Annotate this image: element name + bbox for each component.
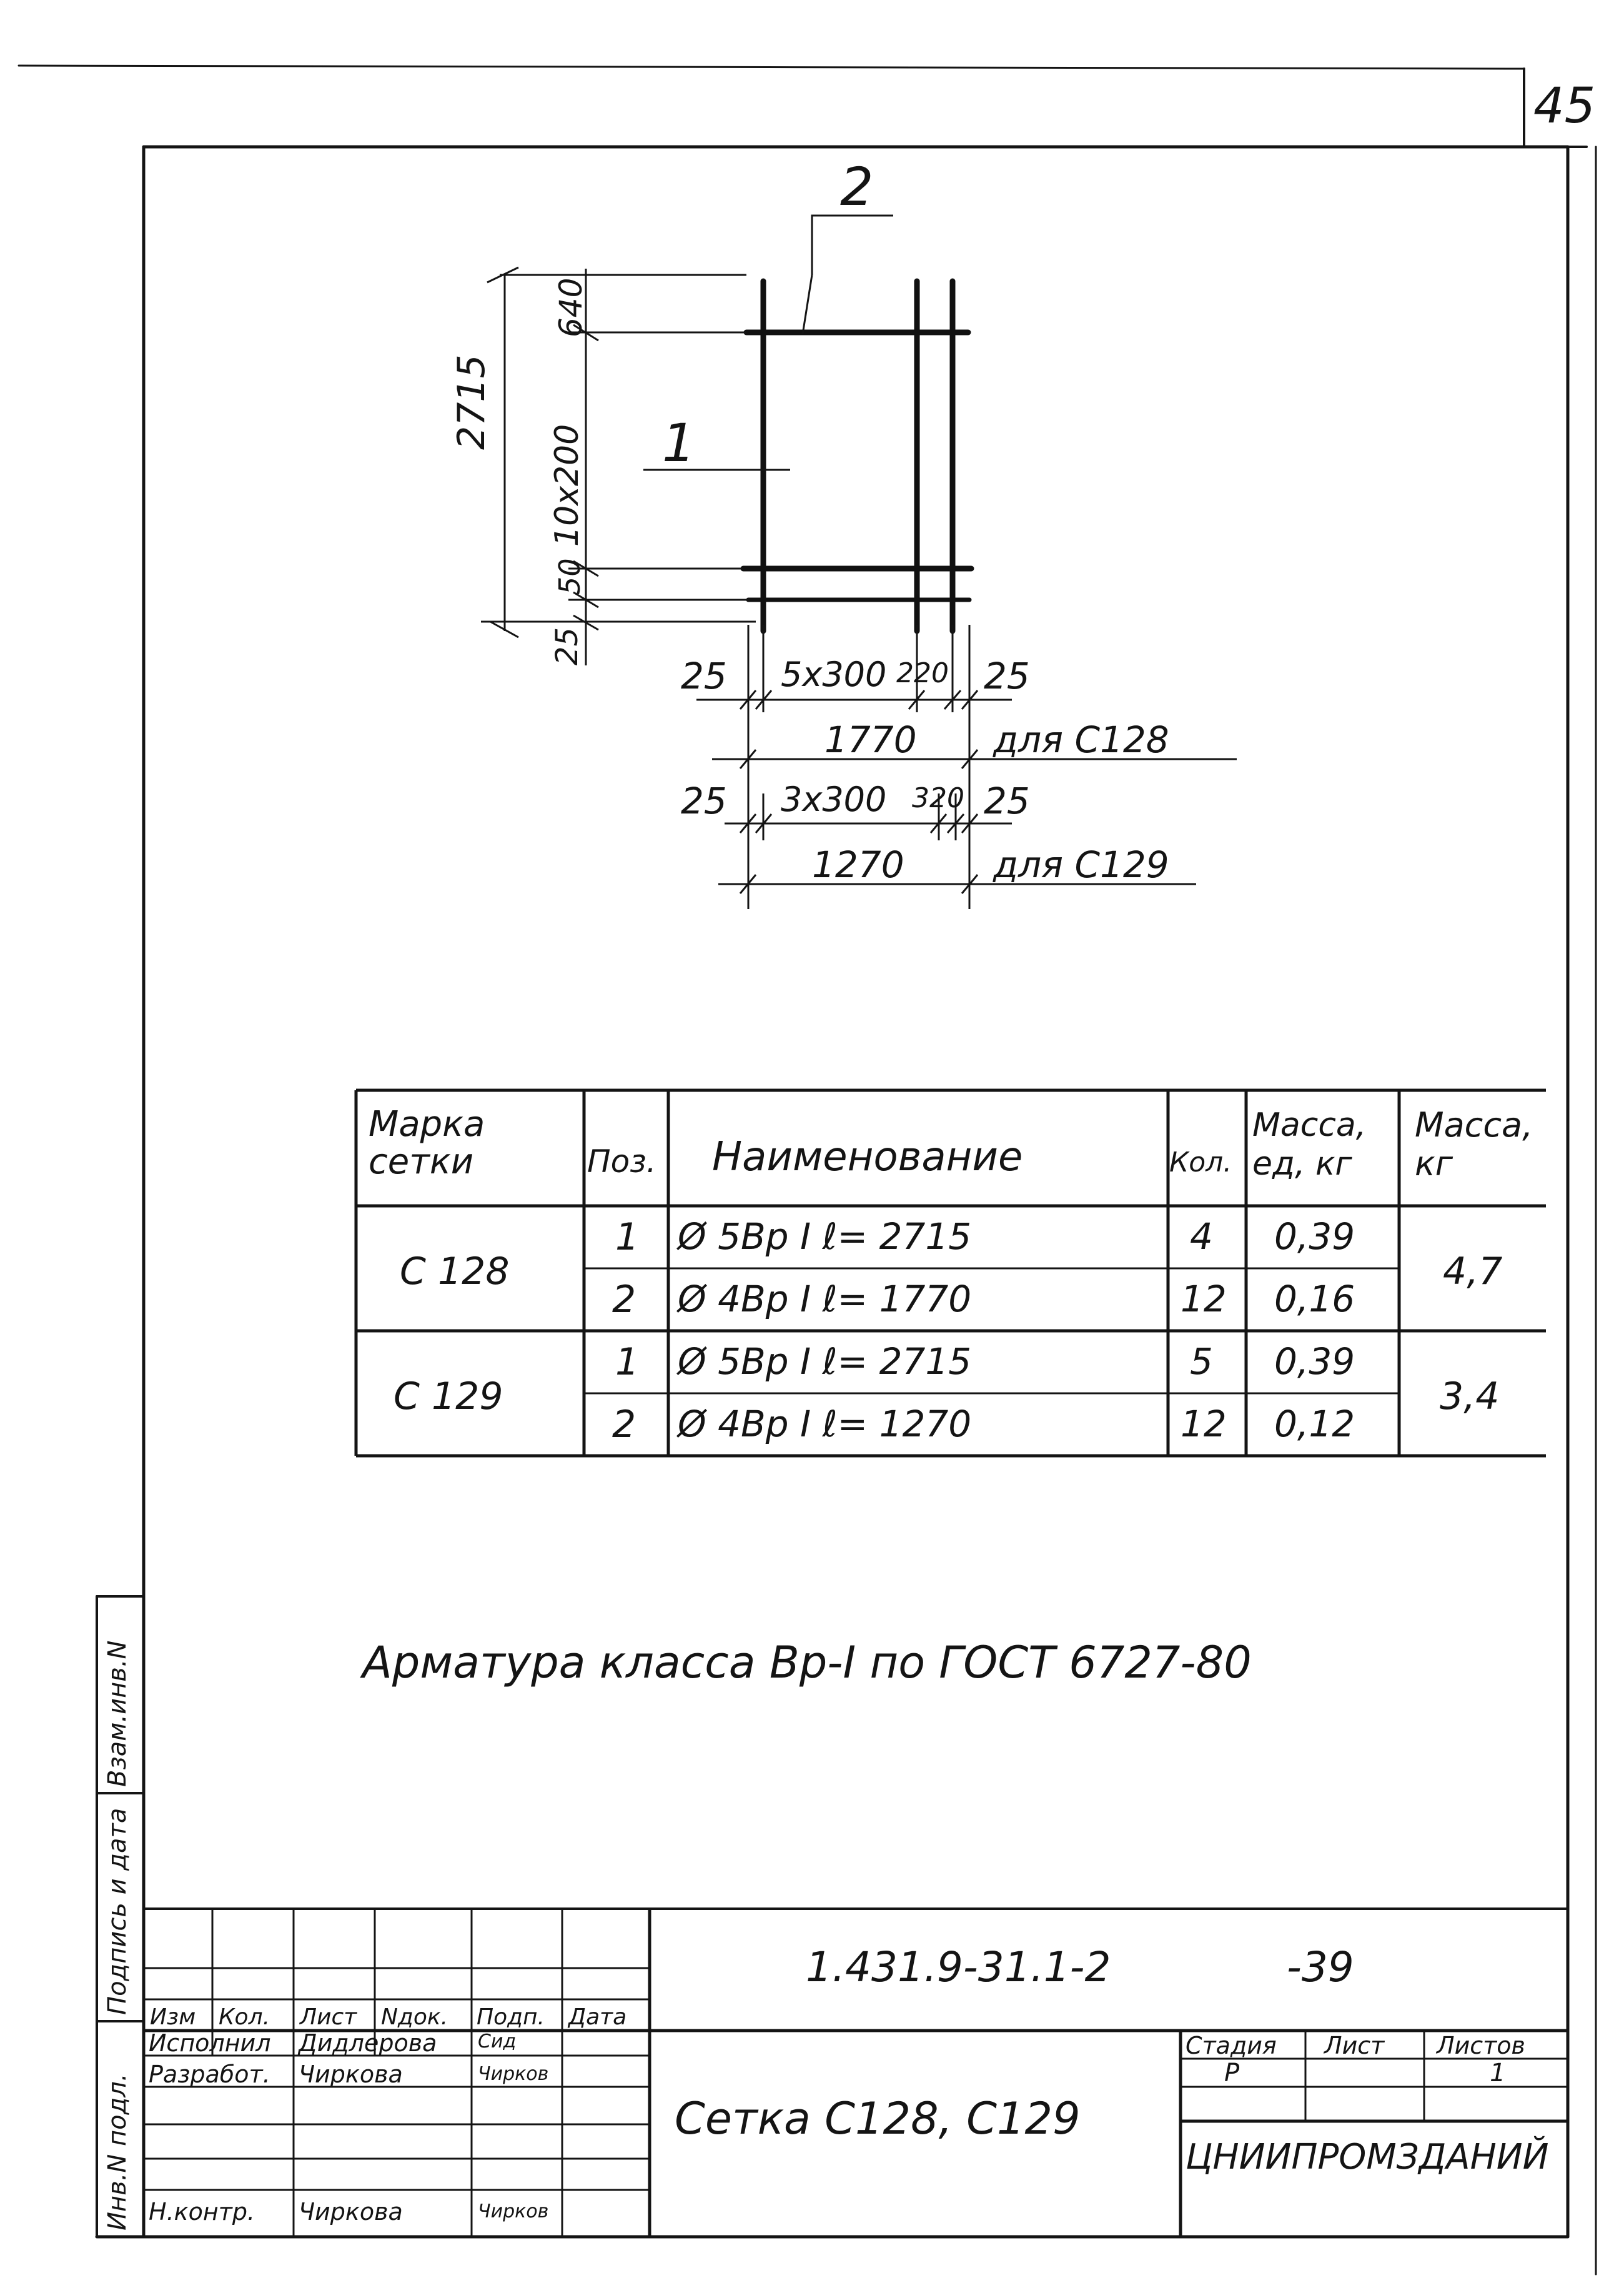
table-row: 0,39: [1274, 1215, 1355, 1258]
table-row: Ø 5Вр I ℓ= 2715: [678, 1215, 972, 1258]
dim-c128-left: 25: [681, 655, 727, 697]
col-header-izm: Изм: [150, 2004, 196, 2030]
mark-c129: С 129: [394, 1375, 503, 1418]
table-row: 1: [615, 1215, 640, 1259]
dim-top-offset: 640: [553, 277, 589, 337]
mass-total-c128: 4,7: [1443, 1250, 1503, 1293]
header-qty: Кол.: [1169, 1146, 1232, 1178]
table-row: 12: [1181, 1278, 1227, 1320]
dim-spacing: 10x200: [548, 424, 586, 547]
name-norm-control: Чиркова: [299, 2198, 403, 2226]
dim-c129-spacing: 3x300: [781, 780, 887, 819]
table-row: Ø 4Вр I ℓ= 1270: [678, 1403, 972, 1445]
header-name: Наименование: [712, 1134, 1023, 1180]
table-row: 5: [1190, 1340, 1213, 1383]
dim-bottom-offset: 50: [553, 558, 587, 595]
name-executed: Дидлерова: [299, 2029, 437, 2057]
sheets-label: Листов: [1437, 2032, 1525, 2059]
col-header-podp: Подп.: [477, 2004, 545, 2030]
sheet-suffix: -39: [1287, 1943, 1354, 1991]
sign-executed: Сид: [478, 2031, 517, 2052]
col-header-data: Дата: [568, 2004, 627, 2030]
stage-label: Стадия: [1186, 2032, 1277, 2059]
role-developed: Разработ.: [149, 2061, 270, 2088]
drawing-title: Сетка С128, С129: [675, 2093, 1081, 2144]
col-header-ndok: Nдок.: [381, 2004, 448, 2030]
table-row: 0,39: [1274, 1340, 1355, 1383]
sheets-value: 1: [1490, 2059, 1506, 2087]
role-norm-control: Н.контр.: [149, 2198, 255, 2226]
label-c129: для С129: [993, 843, 1169, 886]
dim-c128-total: 1770: [824, 719, 917, 761]
sheet-label: Лист: [1324, 2032, 1385, 2059]
organization: ЦНИИПРОМЗДАНИЙ: [1186, 2137, 1549, 2177]
dim-c129-inner: 320: [912, 782, 964, 814]
side-stamp-replace: Взам.инв.N: [103, 1640, 132, 1787]
dim-c128-inner: 220: [896, 657, 949, 689]
col-header-kol: Кол.: [219, 2004, 270, 2030]
side-stamp-inv: Инв.N подл.: [103, 2073, 132, 2231]
reinforcement-note: Арматура класса Вр-I по ГОСТ 6727-80: [362, 1637, 1252, 1688]
mass-total-c129: 3,4: [1440, 1375, 1500, 1418]
table-row: 0,12: [1274, 1403, 1355, 1445]
dim-end: 25: [550, 627, 585, 665]
table-row: 2: [612, 1403, 636, 1446]
sign-norm-control: Чирков: [478, 2201, 549, 2222]
header-pos: Поз.: [587, 1143, 656, 1180]
table-row: Ø 5Вр I ℓ= 2715: [678, 1340, 972, 1383]
dim-c129-left: 25: [681, 780, 727, 822]
header-mass-total: Масса, кг: [1415, 1105, 1533, 1183]
dim-c128-spacing: 5x300: [781, 655, 887, 694]
stage-value: Р: [1224, 2059, 1240, 2087]
col-header-list: Лист: [300, 2004, 357, 2030]
label-c128: для С128: [993, 719, 1169, 761]
table-row: 4: [1190, 1215, 1213, 1258]
table-row: Ø 4Вр I ℓ= 1770: [678, 1278, 972, 1320]
table-row: 1: [615, 1340, 640, 1384]
dim-overall-height: 2715: [450, 354, 493, 450]
dim-c128-right: 25: [984, 655, 1030, 697]
header-mass-unit: Масса, ед, кг: [1252, 1107, 1367, 1183]
table-row: 12: [1181, 1403, 1227, 1445]
callout-1: 1: [662, 412, 696, 474]
side-stamp-sign-date: Подпись и дата: [103, 1808, 132, 2015]
table-row: 2: [612, 1278, 636, 1321]
doc-code: 1.431.9-31.1-2: [806, 1943, 1111, 1991]
page-number: 45: [1533, 78, 1596, 134]
sign-developed: Чирков: [478, 2063, 549, 2085]
table-row: 0,16: [1274, 1278, 1355, 1320]
header-mark: Марка сетки: [369, 1104, 485, 1182]
mark-c128: С 128: [400, 1250, 510, 1293]
dim-c129-total: 1270: [812, 843, 904, 886]
role-executed: Исполнил: [149, 2029, 271, 2057]
dim-c129-right: 25: [984, 780, 1030, 822]
name-developed: Чиркова: [299, 2061, 403, 2088]
callout-2: 2: [840, 156, 874, 217]
